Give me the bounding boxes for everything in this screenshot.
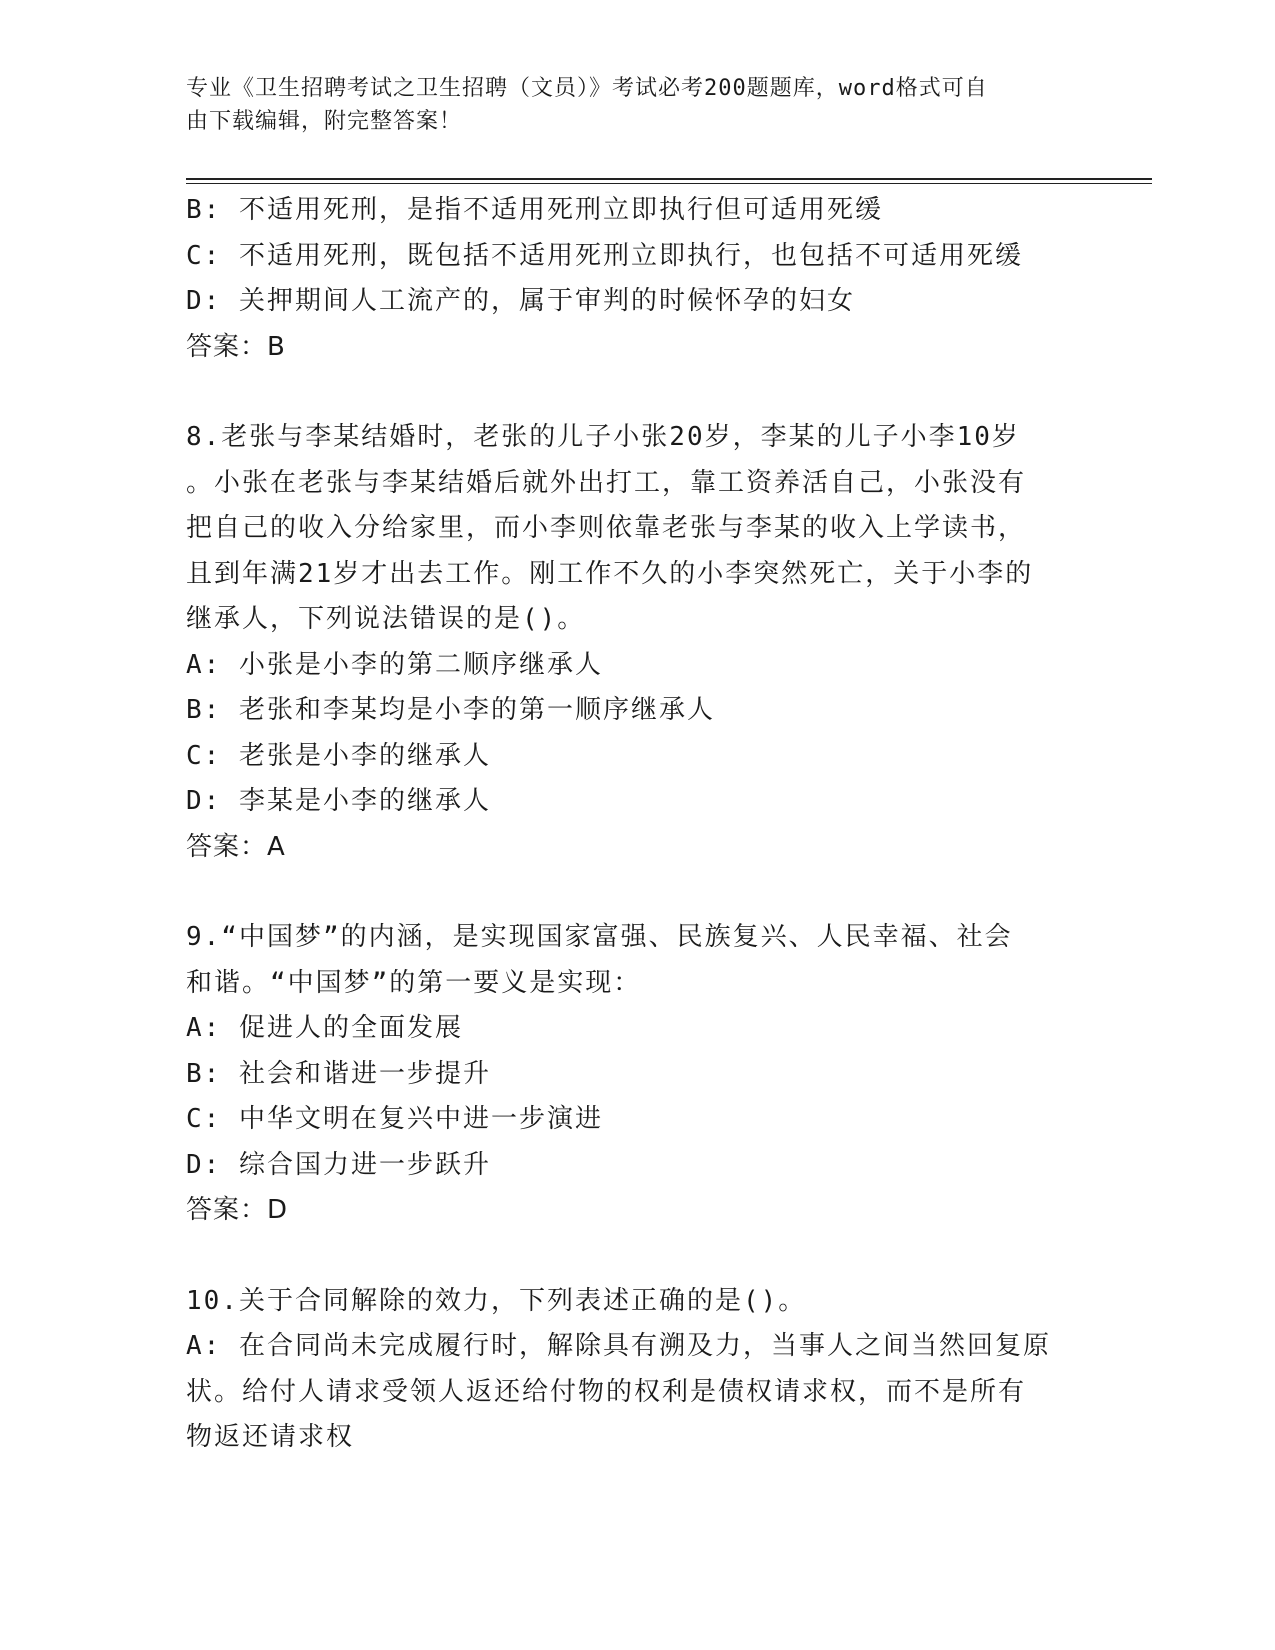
option-c: C: 中华文明在复兴中进一步演进 <box>186 1104 603 1134</box>
option-d: D: 关押期间人工流产的，属于审判的时候怀孕的妇女 <box>186 286 855 316</box>
question-8 <box>186 415 1086 870</box>
question-text-line: 把自己的收入分给家里，而小李则依靠老张与李某的收入上学读书， <box>186 513 1027 543</box>
question-9 <box>186 915 1086 1234</box>
header-divider-thick <box>186 178 1152 180</box>
question-7-continued <box>186 188 1086 370</box>
option-a: A: 在合同尚未完成履行时，解除具有溯及力，当事人之间当然回复原 <box>186 1331 1051 1361</box>
option-a: A: 小张是小李的第二顺序继承人 <box>186 649 603 680</box>
document-header <box>186 72 1066 138</box>
header-line-1: 专业《卫生招聘考试之卫生招聘（文员）》考试必考200题题库，word格式可自 <box>186 76 988 101</box>
option-c: C: 不适用死刑，既包括不适用死刑立即执行，也包括不可适用死缓 <box>186 240 1023 271</box>
option-c: C: 老张是小李的继承人 <box>186 740 491 771</box>
option-b: B: 老张和李某均是小李的第一顺序继承人 <box>186 695 715 725</box>
question-text-line: 和谐。“中国梦”的第一要义是实现： <box>186 967 642 998</box>
answer: 答案：A <box>186 831 286 862</box>
header-divider-thin <box>186 183 1152 184</box>
question-text-line: 10.关于合同解除的效力，下列表述正确的是()。 <box>186 1285 807 1316</box>
document-body <box>186 188 1086 1461</box>
option-a-continued: 物返还请求权 <box>186 1422 355 1452</box>
answer: 答案：B <box>186 331 286 362</box>
option-d: D: 综合国力进一步跃升 <box>186 1149 491 1180</box>
header-line-2: 由下载编辑，附完整答案！ <box>186 109 463 134</box>
question-text-line: 9.“中国梦”的内涵，是实现国家富强、民族复兴、人民幸福、社会 <box>186 922 1013 952</box>
option-b: B: 社会和谐进一步提升 <box>186 1058 491 1089</box>
option-d: D: 李某是小李的继承人 <box>186 786 491 816</box>
answer: 答案：D <box>186 1195 289 1225</box>
question-text-line: 8.老张与李某结婚时，老张的儿子小张20岁，李某的儿子小李10岁 <box>186 422 1020 452</box>
question-text-line: 且到年满21岁才出去工作。刚工作不久的小李突然死亡，关于小李的 <box>186 558 1034 589</box>
option-b: B: 不适用死刑，是指不适用死刑立即执行但可适用死缓 <box>186 195 883 225</box>
option-a-continued: 状。给付人请求受领人返还给付物的权利是债权请求权，而不是所有 <box>186 1376 1027 1407</box>
option-a: A: 促进人的全面发展 <box>186 1013 463 1043</box>
question-10 <box>186 1279 1086 1461</box>
question-text-line: 继承人，下列说法错误的是()。 <box>186 604 586 634</box>
question-text-line: 。小张在老张与李某结婚后就外出打工，靠工资养活自己，小张没有 <box>186 467 1027 498</box>
